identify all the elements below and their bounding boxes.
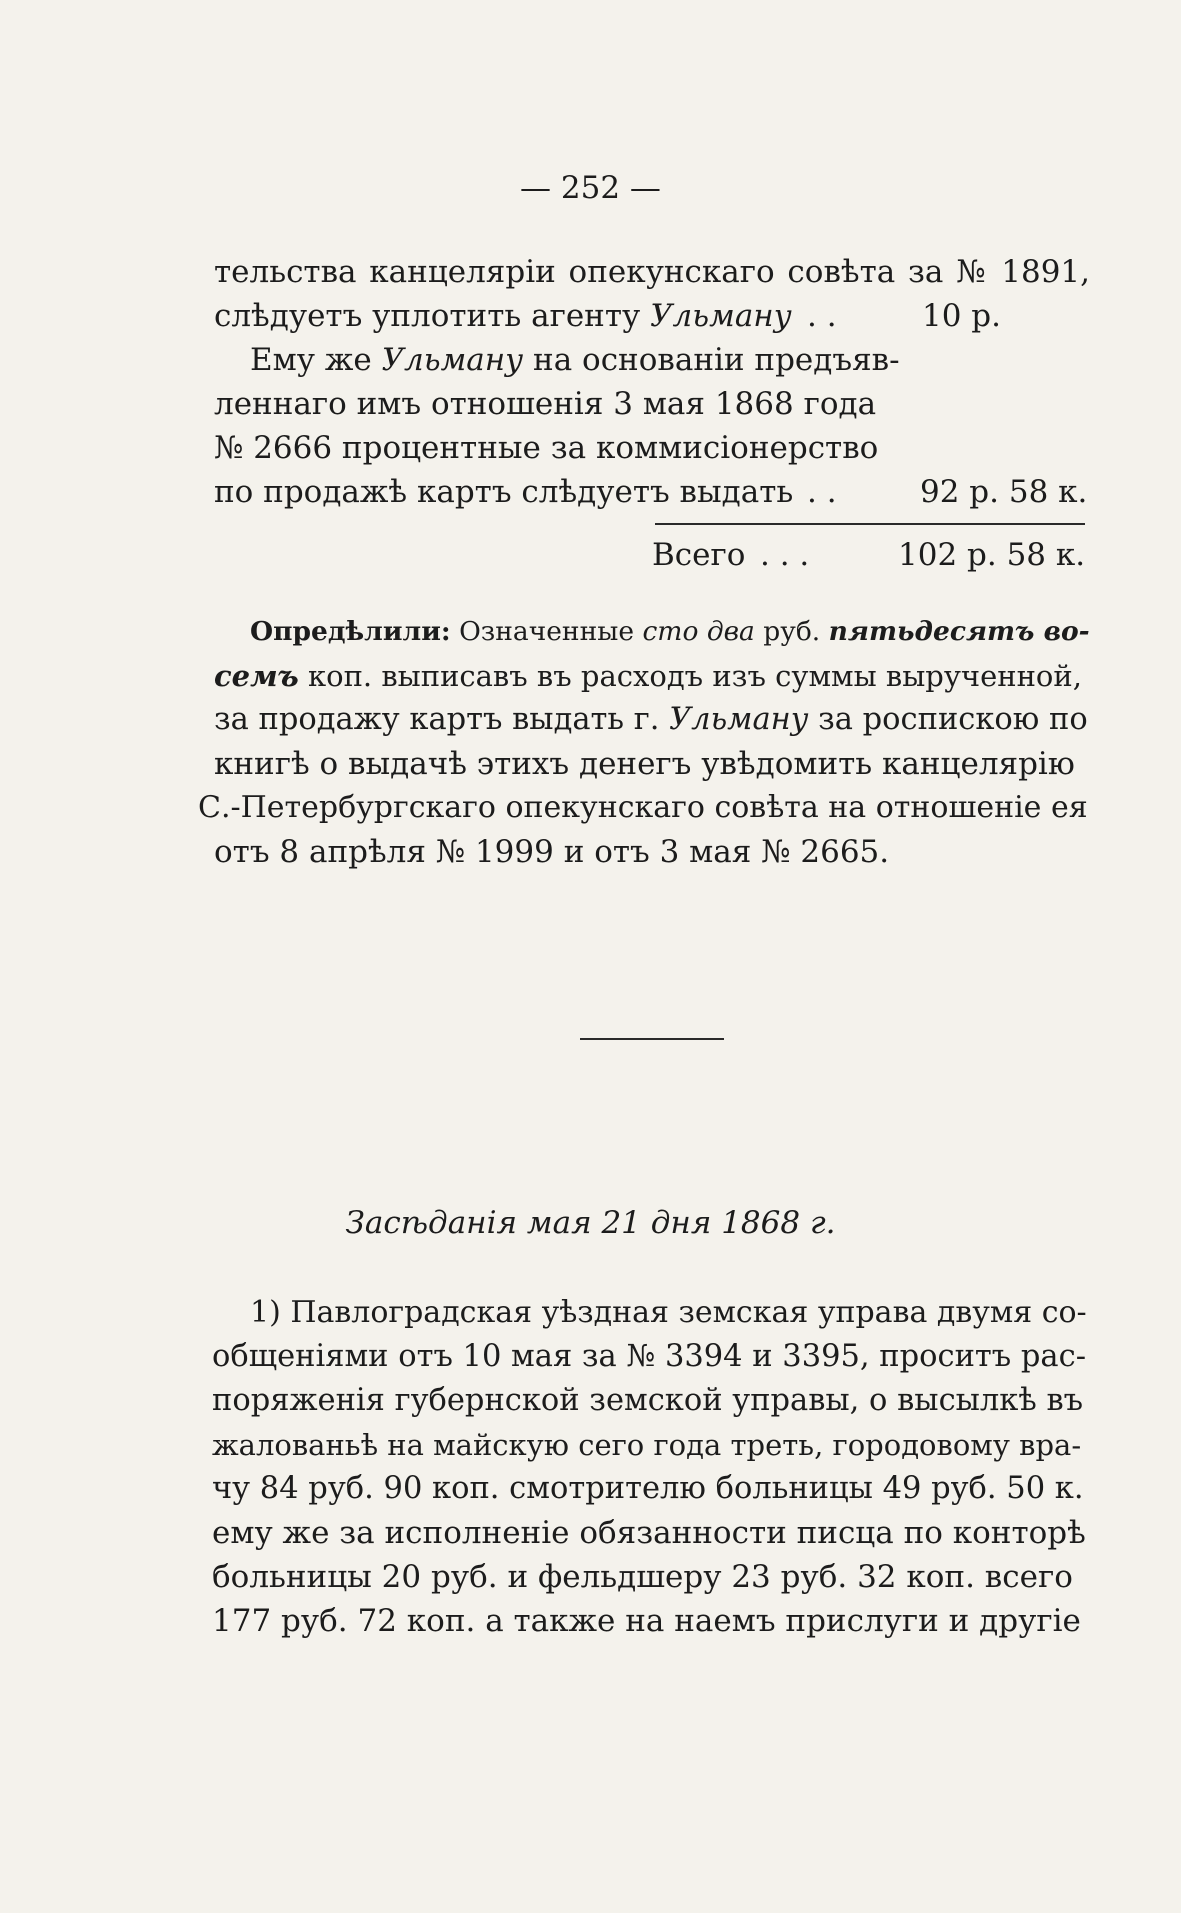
- leader-dots: . .: [807, 298, 837, 334]
- section-separator: [580, 1038, 724, 1040]
- person-name: Ульману: [669, 702, 809, 737]
- text-line: С.-Петербургскаго опекунскаго совѣта на отношеніе ея: [198, 790, 1088, 825]
- person-name: Ульману: [381, 342, 524, 378]
- amount-words: семъ: [214, 659, 299, 693]
- text-line: 1) Павлоградская уѣздная земская управа двумя со-: [250, 1295, 1087, 1330]
- leader-dots: . .: [807, 474, 837, 510]
- text-run: на основаніи предъяв-: [533, 342, 900, 378]
- page-number: — 252 —: [520, 170, 661, 206]
- text-run: коп. выписавъ въ расходъ изъ суммы вырученной,: [307, 659, 1082, 693]
- text-line: чу 84 руб. 90 коп. смотрителю больницы 49 руб. 50 к.: [212, 1471, 1084, 1506]
- session-heading: Засѣданія мая 21 дня 1868 г.: [345, 1205, 836, 1241]
- text-line: по продажѣ картъ слѣдуетъ выдать: [214, 474, 794, 510]
- text-line: книгѣ о выдачѣ этихъ денегъ увѣдомить канцелярію: [214, 746, 1075, 782]
- text-line: больницы 20 руб. и фельдшеру 23 руб. 32 коп. всего: [212, 1559, 1073, 1595]
- amount: 10 р.: [922, 298, 1001, 334]
- text-line: [214, 296, 792, 336]
- text-run: слѣдуетъ уплотить агенту: [214, 298, 641, 334]
- amount: 92 р. 58 к.: [920, 474, 1088, 510]
- text-line: [250, 612, 1090, 652]
- total-label: Всего: [652, 537, 746, 573]
- total-amount: 102 р. 58 к.: [898, 537, 1086, 573]
- amount-words: пятьдесятъ во-: [828, 616, 1090, 647]
- text-line: тельства канцеляріи опекунскаго совѣта за № 1891,: [214, 254, 1090, 290]
- sum-rule: [655, 523, 1085, 525]
- text-line: леннаго имъ отношенія 3 мая 1868 года: [214, 386, 877, 422]
- text-line: жалованьѣ на майскую сего года треть, городовому вра-: [212, 1428, 1082, 1462]
- text-run: Ему же: [250, 342, 372, 378]
- text-run: за продажу картъ выдать г.: [214, 702, 660, 737]
- leader-dots: . . .: [760, 537, 810, 573]
- person-name: Ульману: [650, 298, 792, 334]
- text-line: [214, 656, 1082, 696]
- resolution-heading: Опредѣлили:: [250, 616, 451, 647]
- text-run: за роспискою по: [818, 702, 1088, 737]
- text-line: № 2666 процентные за коммисіонерство: [214, 430, 879, 466]
- text-run: Означенные: [459, 616, 635, 647]
- text-line: [250, 340, 900, 380]
- text-line: 177 руб. 72 коп. а также на наемъ прислуги и другіе: [212, 1603, 1081, 1639]
- text-line: общеніями отъ 10 мая за № 3394 и 3395, проситъ рас-: [212, 1339, 1087, 1374]
- text-line: [214, 700, 1088, 740]
- text-line: ему же за исполненіе обязанности писца по конторѣ: [212, 1515, 1086, 1551]
- text-line: поряженія губернской земской управы, о высылкѣ въ: [212, 1383, 1084, 1418]
- text-run: руб.: [763, 616, 821, 647]
- amount-words: сто два: [642, 616, 755, 647]
- text-line: отъ 8 апрѣля № 1999 и отъ 3 мая № 2665.: [214, 834, 890, 870]
